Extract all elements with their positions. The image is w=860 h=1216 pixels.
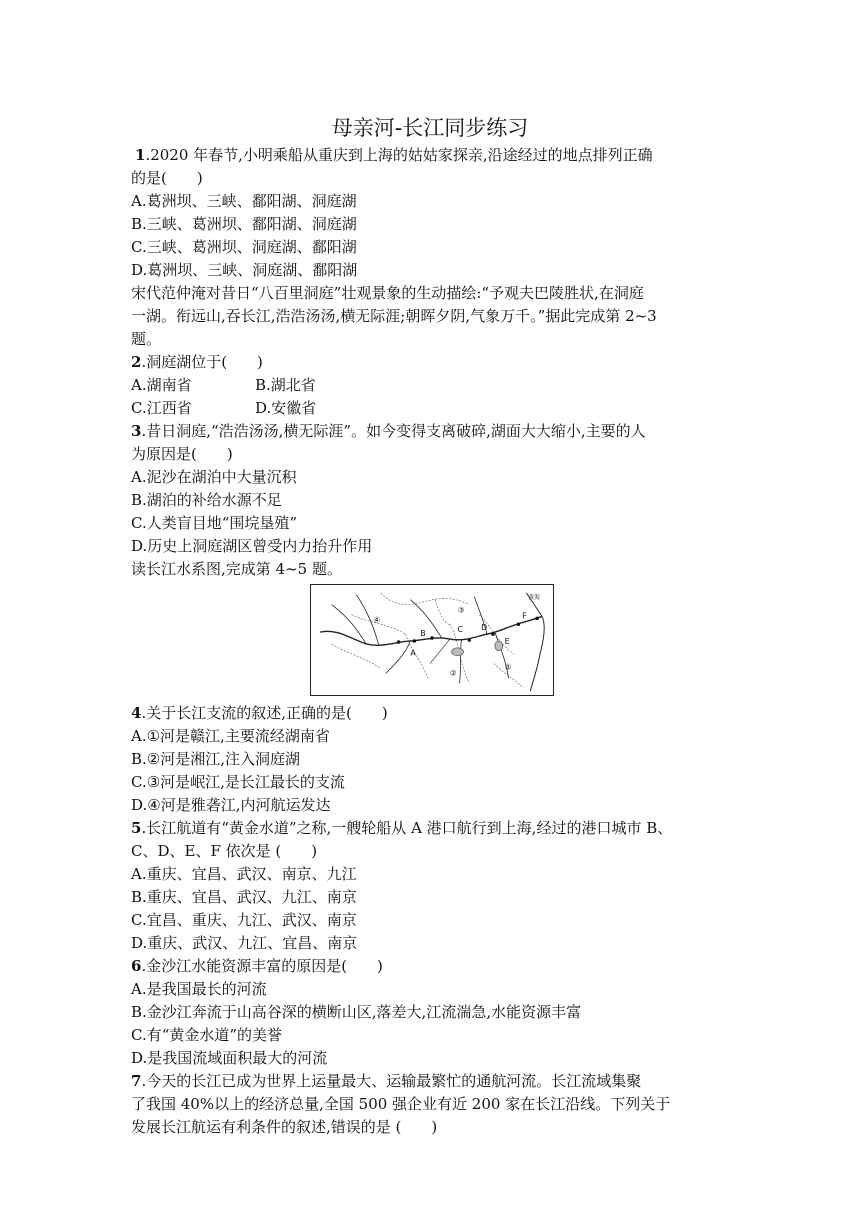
q7-number: 7 <box>131 1072 142 1090</box>
q1-option-d: D.葛洲坝、三峡、洞庭湖、鄱阳湖 <box>131 261 358 279</box>
map-figure <box>131 584 733 696</box>
passage1-line3: 题。 <box>131 330 162 348</box>
q5-stem-text: .长江航道有“黄金水道”之称,一艘轮船从 A 港口航行到上海,经过的港口城市 B、 <box>141 819 673 837</box>
q3-stem-line1 <box>131 420 733 443</box>
q4-number: 4 <box>131 704 142 722</box>
q7-stem-text: .今天的长江已成为世界上运量最大、运输最繁忙的通航河流。长江流域集聚 <box>141 1072 642 1090</box>
q7-stem-line3: 发展长江航运有利条件的叙述,错误的是 ( ) <box>131 1118 438 1136</box>
q2-option-c: C.江西省 <box>131 399 192 417</box>
q1-number: 1 <box>135 146 146 164</box>
q6-option-b: B.金沙江奔流于山高谷深的横断山区,落差大,江流湍急,水能资源丰富 <box>131 1003 582 1021</box>
q4-option-c: C.③河是岷江,是长江最长的支流 <box>131 773 345 791</box>
map-label-a: A <box>410 648 416 658</box>
map-label-d: D <box>481 623 488 633</box>
q5-option-a: A.重庆、宜昌、武汉、南京、九江 <box>131 865 357 883</box>
coastline <box>526 593 544 691</box>
q6-option-d: D.是我国流域面积最大的河流 <box>131 1049 328 1067</box>
map-label-river-2: ② <box>449 668 457 678</box>
q2-stem-text: .洞庭湖位于( ) <box>141 353 263 371</box>
q6-option-c: C.有“黄金水道”的美誉 <box>131 1026 283 1044</box>
q3-option-b: B.湖泊的补给水源不足 <box>131 491 282 509</box>
map-label-river-3: ③ <box>457 605 465 615</box>
province-boundaries <box>332 593 524 688</box>
q7-stem-line2: 了我国 40%以上的经济总量,全国 500 强企业有近 200 家在长江沿线。下列关于 <box>131 1095 671 1113</box>
q2-options-row2 <box>131 397 733 420</box>
map-label-river-1: ① <box>504 662 512 672</box>
map-label-b: B <box>420 629 426 639</box>
passage1-line1: 宋代范仲淹对昔日“八百里洞庭”壮观景象的生动描绘:“予观夫巴陵胜状,在洞庭 <box>131 284 644 302</box>
q2-option-a: A.湖南省 <box>131 376 192 394</box>
q6-stem-text: .金沙江水能资源丰富的原因是( ) <box>141 957 383 975</box>
q6-number: 6 <box>131 957 142 975</box>
poyang-lake <box>495 641 503 651</box>
q6-stem <box>131 955 733 978</box>
map-label-sea: 黄海 <box>528 594 541 601</box>
q4-option-d: D.④河是雅砻江,内河航运发达 <box>131 796 331 814</box>
map-label-f: F <box>522 611 527 621</box>
q1-option-c: C.三峡、葛洲坝、洞庭湖、鄱阳湖 <box>131 238 357 256</box>
q1-option-a: A.葛洲坝、三峡、鄱阳湖、洞庭湖 <box>131 192 357 210</box>
q3-stem-line2: 为原因是( ) <box>131 445 233 463</box>
dongting-lake <box>452 648 464 656</box>
map-label-river-4: ④ <box>373 615 381 625</box>
q5-number: 5 <box>131 819 142 837</box>
map-label-e: E <box>504 636 510 646</box>
q4-stem <box>131 702 733 725</box>
q6-option-a: A.是我国最长的河流 <box>131 980 267 998</box>
q3-option-c: C.人类盲目地“围垸垦殖” <box>131 514 298 532</box>
q3-stem-text: .昔日洞庭,“浩浩汤汤,横无际涯”。如今变得支离破碎,湖面大大缩小,主要的人 <box>141 422 646 440</box>
yangtze-river-system-map <box>310 584 554 696</box>
q5-option-c: C.宜昌、重庆、九江、武汉、南京 <box>131 911 357 929</box>
q2-number: 2 <box>131 353 142 371</box>
map-label-c: C <box>457 625 464 635</box>
q4-option-a: A.①河是赣江,主要流经湖南省 <box>131 727 330 745</box>
q3-option-d: D.历史上洞庭湖区曾受内力抬升作用 <box>131 537 373 555</box>
q2-option-d: D.安徽省 <box>255 399 317 417</box>
q1-stem-text: .2020 年春节,小明乘船从重庆到上海的姑姑家探亲,沿途经过的地点排列正确 <box>145 146 653 164</box>
q5-stem-line2: C、D、E、F 依次是 ( ) <box>131 842 318 860</box>
q4-option-b: B.②河是湘江,注入洞庭湖 <box>131 750 301 768</box>
q2-stem <box>131 351 733 374</box>
q3-number: 3 <box>131 422 142 440</box>
q7-stem-line1 <box>131 1070 733 1093</box>
q5-option-d: D.重庆、武汉、九江、宜昌、南京 <box>131 934 358 952</box>
q2-option-b: B.湖北省 <box>255 376 316 394</box>
q1-stem-line1 <box>131 144 733 167</box>
q5-option-b: B.重庆、宜昌、武汉、九江、南京 <box>131 888 357 906</box>
exercise-content <box>131 144 733 1139</box>
q2-options-row1 <box>131 374 733 397</box>
q1-stem-line2: 的是( ) <box>131 169 203 187</box>
q5-stem-line1 <box>131 817 733 840</box>
q3-option-a: A.泥沙在湖泊中大量沉积 <box>131 468 297 486</box>
page-title: 母亲河-长江同步练习 <box>331 116 529 140</box>
q1-option-b: B.三峡、葛洲坝、鄱阳湖、洞庭湖 <box>131 215 357 233</box>
q4-stem-text: .关于长江支流的叙述,正确的是( ) <box>141 704 388 722</box>
passage2: 读长江水系图,完成第 4~5 题。 <box>131 560 342 578</box>
passage1-line2: 一湖。衔远山,吞长江,浩浩汤汤,横无际涯;朝晖夕阴,气象万千。”据此完成第 2~3 <box>131 307 657 325</box>
